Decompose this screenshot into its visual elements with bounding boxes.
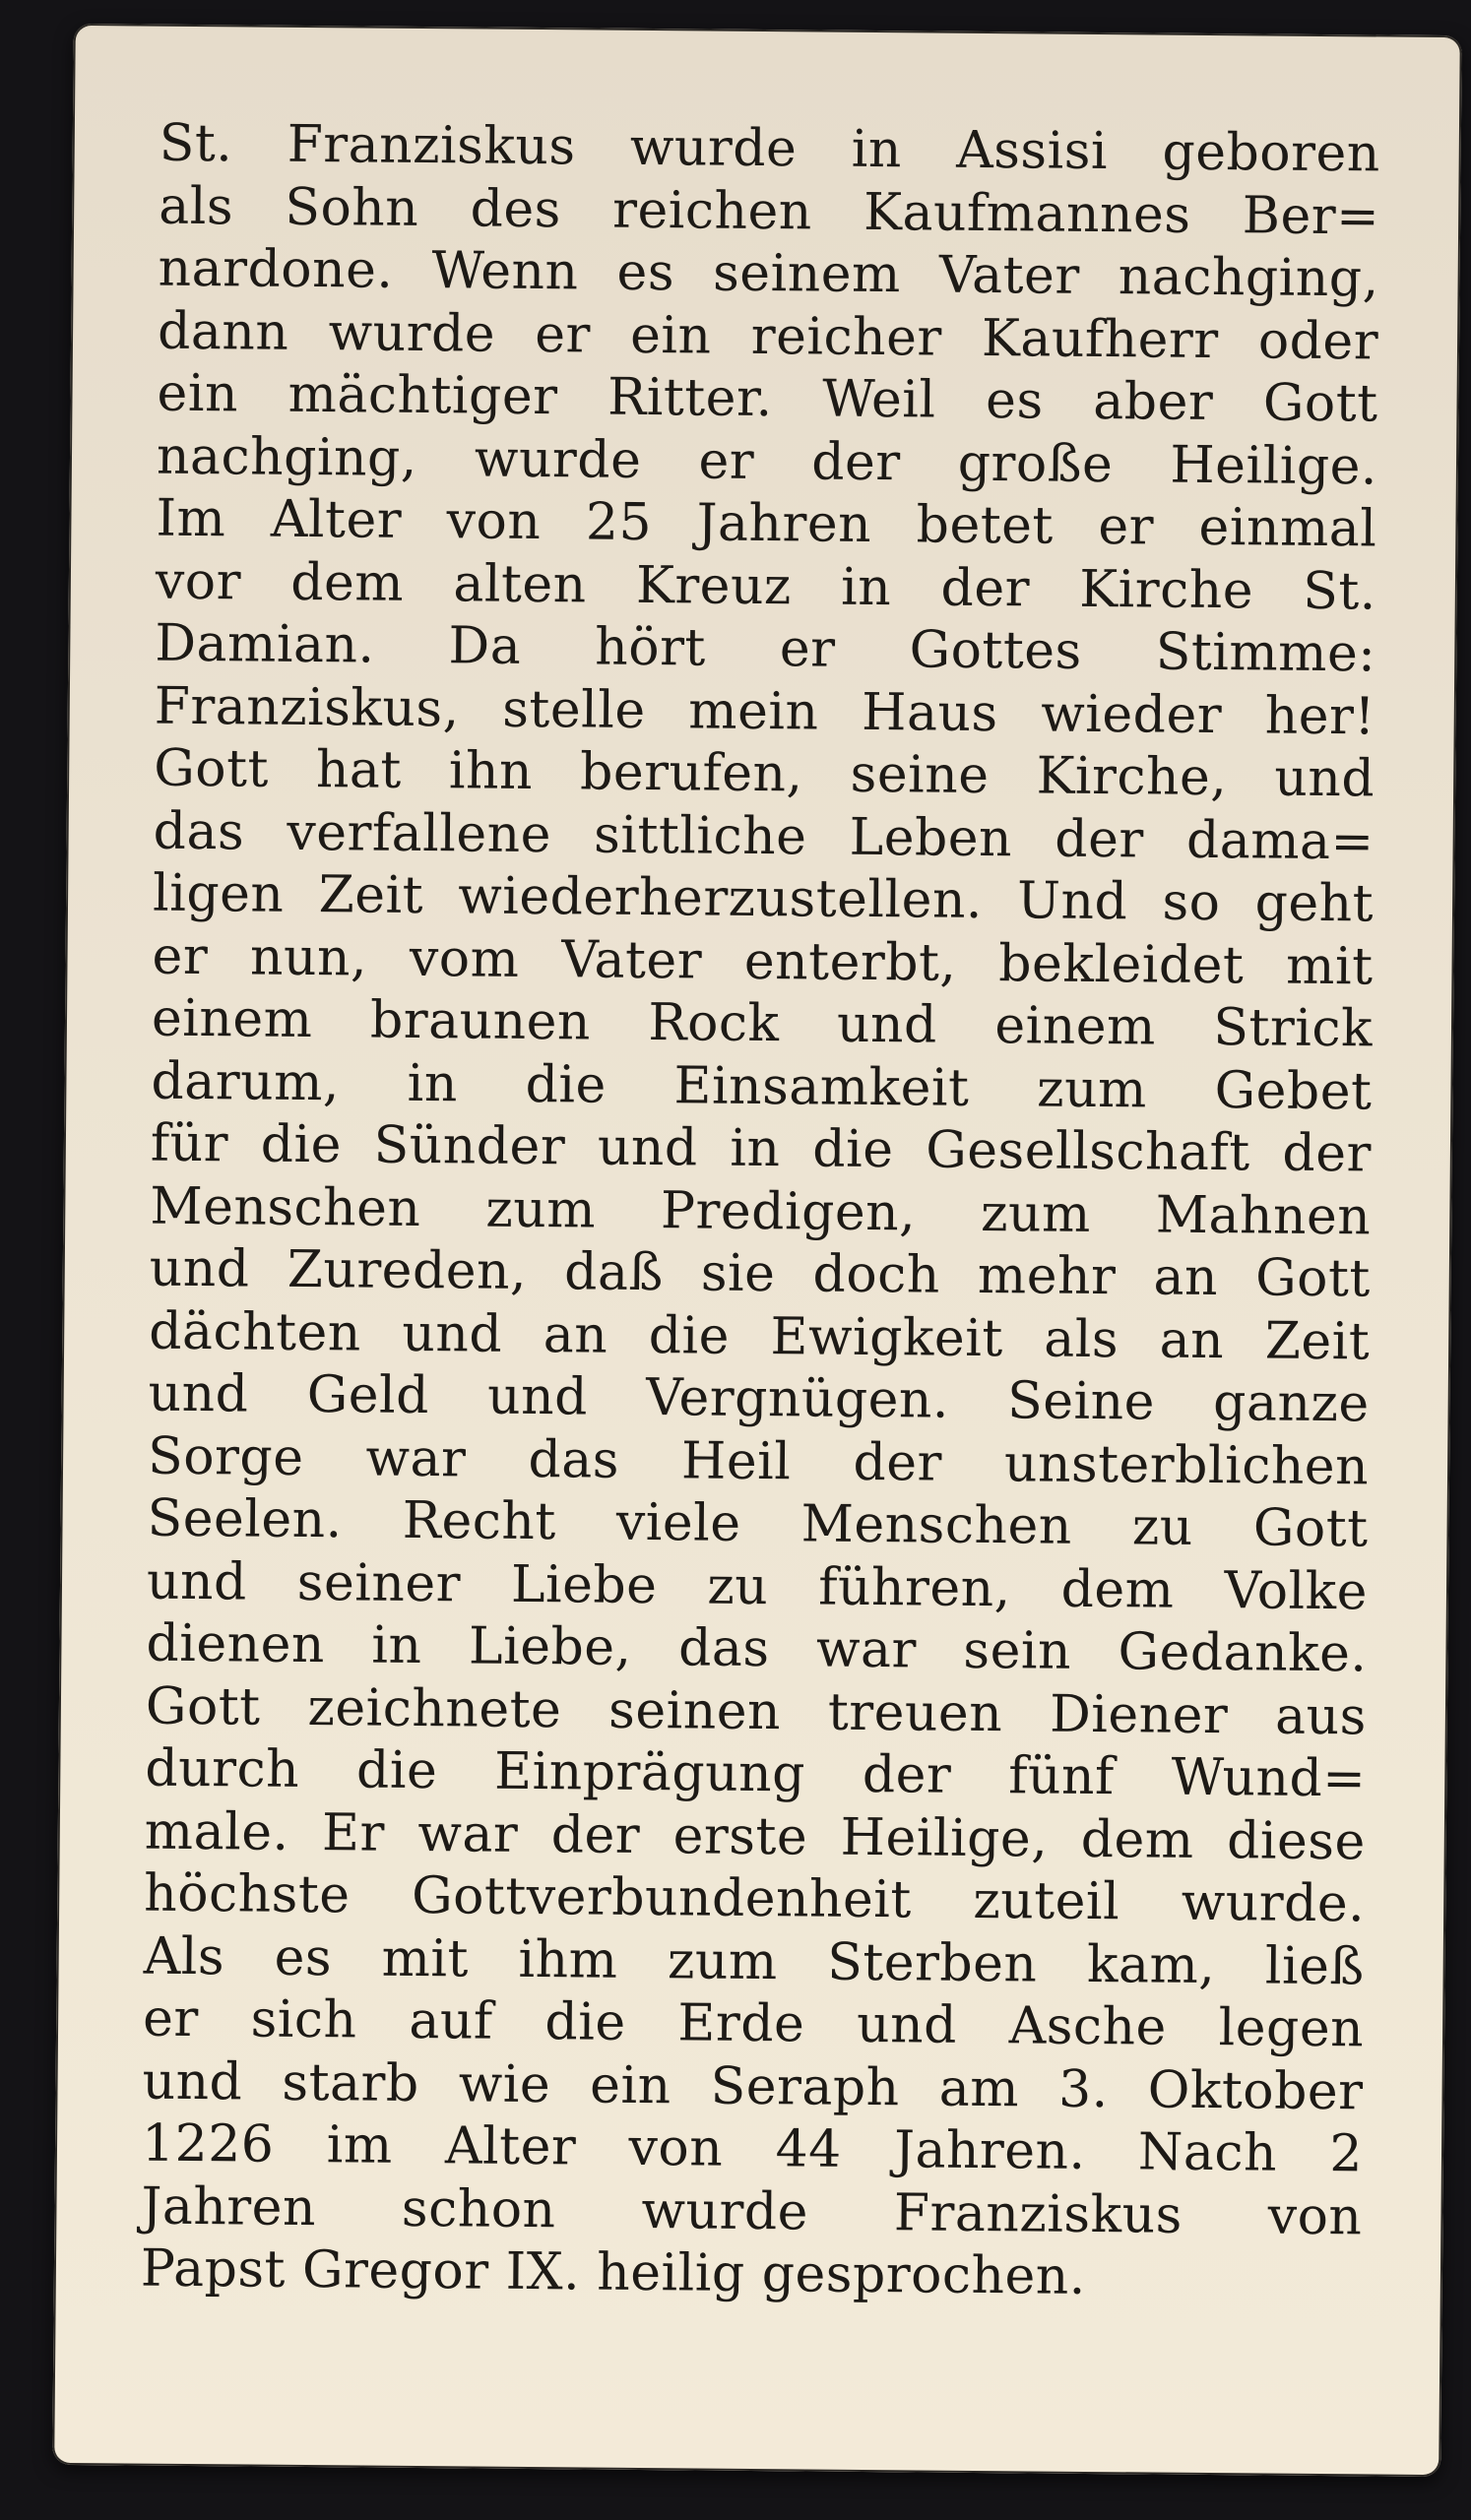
text-line: male. Er war der erste Heilige, dem diese	[144, 1801, 1367, 1871]
card-text	[141, 113, 1380, 2311]
text-line: Als es mit ihm zum Sterben kam, ließ	[143, 1926, 1365, 1996]
text-line: dienen in Liebe, das war sein Gedanke.	[146, 1613, 1368, 1684]
text-line: Gott zeichnete seinen treuen Diener aus	[145, 1676, 1368, 1746]
text-line: durch die Einprägung der fünf Wund=	[145, 1738, 1367, 1809]
text-line: und seiner Liebe zu führen, dem Volke	[146, 1551, 1369, 1621]
text-line: 1226 im Alter von 44 Jahren. Nach 2	[141, 2113, 1364, 2184]
text-line: darum, in die Einsamkeit zum Gebet	[151, 1051, 1373, 1121]
text-line: für die Sünder und in die Gesellschaft der	[150, 1113, 1373, 1184]
text-line: und Zureden, daß sie doch mehr an Gott	[149, 1238, 1372, 1309]
text-line: Gott hat ihn berufen, seine Kirche, und	[153, 738, 1375, 809]
text-line: er sich auf die Erde und Asche legen	[142, 1988, 1365, 2059]
text-line: Damian. Da hört er Gottes Stimme:	[155, 613, 1376, 684]
text-line: einem braunen Rock und einem Strick	[151, 988, 1374, 1059]
text-line: Jahren schon wurde Franziskus von	[141, 2176, 1363, 2246]
text-line: als Sohn des reichen Kaufmannes Ber=	[158, 176, 1380, 246]
text-line: nachging, wurde er der große Heilige.	[156, 426, 1378, 496]
text-line: dächten und an die Ewigkeit als an Zeit	[148, 1301, 1371, 1371]
text-line: und starb wie ein Seraph am 3. Oktober	[142, 2051, 1364, 2121]
text-line: dann wurde er ein reicher Kaufherr oder	[157, 301, 1379, 371]
text-line: Menschen zum Predigen, zum Mahnen	[150, 1176, 1372, 1246]
text-line: er nun, vom Vater enterbt, bekleidet mit	[152, 926, 1374, 996]
text-line: Im Alter von 25 Jahren betet er einmal	[156, 488, 1377, 559]
text-line: Franziskus, stelle mein Haus wieder her!	[154, 676, 1376, 746]
text-line: und Geld und Vergnügen. Seine ganze	[148, 1363, 1370, 1434]
text-line: ligen Zeit wiederherzustellen. Und so geht	[152, 863, 1375, 934]
text-line: Sorge war das Heil der unsterblichen	[147, 1426, 1370, 1496]
text-line: höchste Gottverbundenheit zuteil wurde.	[144, 1863, 1366, 1934]
text-line: Papst Gregor IX. heilig gesprochen.	[140, 2238, 1087, 2306]
text-line: nardone. Wenn es seinem Vater nachging,	[158, 238, 1379, 309]
text-line: ein mächtiger Ritter. Weil es aber Gott	[157, 363, 1378, 434]
text-line: das verfallene sittliche Leben der dama=	[153, 801, 1375, 871]
text-line: Seelen. Recht viele Menschen zu Gott	[147, 1488, 1369, 1559]
text-line: vor dem alten Kreuz in der Kirche St.	[155, 551, 1377, 621]
text-line: St. Franziskus wurde in Assisi geboren	[159, 113, 1381, 184]
prayer-card	[52, 24, 1462, 2477]
